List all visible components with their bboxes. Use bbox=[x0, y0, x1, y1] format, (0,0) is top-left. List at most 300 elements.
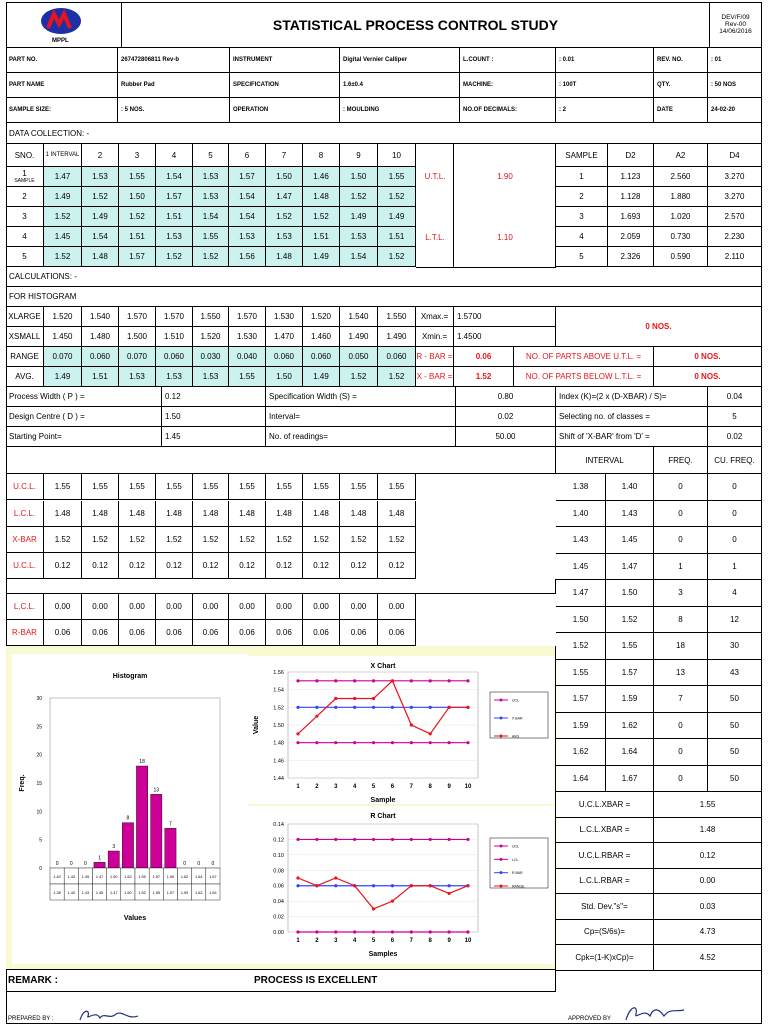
legend-marker bbox=[500, 699, 503, 702]
company-name: MPPL bbox=[52, 38, 69, 44]
reading: 1.52 bbox=[119, 207, 156, 227]
y-axis-label-group bbox=[19, 774, 26, 791]
reading: 1.53 bbox=[340, 227, 378, 247]
param-value: 0.02 bbox=[456, 407, 556, 427]
series-point bbox=[410, 884, 413, 887]
legend-label: LCL bbox=[512, 857, 519, 862]
factor-cell: 2.570 bbox=[708, 207, 762, 227]
bar-value-label: 0 bbox=[84, 861, 87, 867]
limit-value: 0.06 bbox=[44, 620, 82, 646]
series-point bbox=[448, 741, 451, 744]
limit-label: U.C.L. bbox=[6, 553, 44, 579]
limit-value: 1.52 bbox=[378, 527, 416, 553]
info-revno: : 01 bbox=[708, 48, 762, 73]
info-date_label: DATE bbox=[654, 98, 708, 123]
reading: 1.57 bbox=[119, 247, 156, 267]
series-point bbox=[410, 930, 413, 933]
stat-avg: 1.53 bbox=[119, 367, 156, 387]
ltl-value: 1.10 bbox=[497, 232, 513, 242]
info-decimals: : 2 bbox=[556, 98, 654, 123]
bar-value-label: 13 bbox=[153, 787, 160, 794]
category-top-label: 1.64 bbox=[195, 875, 203, 879]
series-point bbox=[448, 838, 451, 841]
legend-marker bbox=[500, 717, 503, 720]
series-point bbox=[410, 741, 413, 744]
freq-cumulative: 50 bbox=[708, 686, 762, 713]
category-top-label: 1.50 bbox=[110, 875, 118, 879]
series-point bbox=[466, 741, 469, 744]
freq-interval-to: 1.55 bbox=[606, 633, 654, 660]
stat-avg: 1.55 bbox=[229, 367, 266, 387]
reading: 1.53 bbox=[229, 227, 266, 247]
summary-label: U.C.L.XBAR = bbox=[556, 792, 654, 818]
limit-value: 1.48 bbox=[340, 501, 378, 527]
y-tick-label: 25 bbox=[36, 724, 42, 731]
rbar-label: R - BAR = bbox=[416, 347, 454, 367]
series-point bbox=[391, 930, 394, 933]
factor-header-2: A2 bbox=[654, 144, 708, 167]
factor-cell: 2.059 bbox=[608, 227, 654, 247]
stat-xsmall: 1.460 bbox=[303, 327, 340, 347]
info-sample_size: : 5 NOS. bbox=[118, 98, 230, 123]
freq-interval-to: 1.43 bbox=[606, 501, 654, 528]
series-point bbox=[448, 884, 451, 887]
limit-value: 0.00 bbox=[229, 594, 266, 620]
factor-header-3: D4 bbox=[708, 144, 762, 167]
series-point bbox=[296, 706, 299, 709]
limit-value: 0.00 bbox=[340, 594, 378, 620]
stat-xsmall: 1.450 bbox=[44, 327, 82, 347]
param-label: Selecting no. of classes = bbox=[556, 407, 708, 427]
reading: 1.54 bbox=[193, 207, 229, 227]
reading: 1.49 bbox=[340, 207, 378, 227]
factor-cell: 1 bbox=[556, 167, 608, 187]
stat-avg: 1.53 bbox=[193, 367, 229, 387]
param-label: Index (K)=(2 x (D-XBAR) / S)= bbox=[556, 387, 708, 407]
stat-range: 0.060 bbox=[378, 347, 416, 367]
col-header-5: 5 bbox=[193, 144, 229, 167]
limit-value: 1.55 bbox=[266, 474, 303, 500]
stat-xsmall: 1.500 bbox=[119, 327, 156, 347]
category-bottom-label: 1.50 bbox=[124, 891, 132, 895]
sno-2: 2 bbox=[6, 187, 44, 207]
y-tick-label: 5 bbox=[39, 837, 42, 844]
series-point bbox=[429, 741, 432, 744]
legend-marker bbox=[500, 871, 503, 874]
series-point bbox=[429, 679, 432, 682]
limit-value: 1.48 bbox=[82, 501, 119, 527]
top-nos-value: 0 NOS. bbox=[556, 307, 762, 347]
factor-cell: 1.128 bbox=[608, 187, 654, 207]
xbar-label: X - BAR = bbox=[416, 367, 454, 387]
reading: 1.52 bbox=[82, 187, 119, 207]
series-point bbox=[315, 715, 318, 718]
limit-value: 0.06 bbox=[82, 620, 119, 646]
summary-value: 0.12 bbox=[654, 843, 762, 869]
reading: 1.51 bbox=[156, 207, 193, 227]
reading: 1.57 bbox=[156, 187, 193, 207]
limit-value: 0.12 bbox=[119, 553, 156, 579]
factor-cell: 1.123 bbox=[608, 167, 654, 187]
approved-by-label: APPROVED BY bbox=[568, 1016, 612, 1022]
summary-label: Cp=(S/6s)= bbox=[556, 920, 654, 946]
sno-3: 3 bbox=[6, 207, 44, 227]
summary-label: Cpk=(1-K)xCp)= bbox=[556, 945, 654, 971]
series-point bbox=[296, 884, 299, 887]
reading: 1.53 bbox=[193, 187, 229, 207]
limit-label: R-BAR bbox=[6, 620, 44, 646]
series-point bbox=[391, 741, 394, 744]
freq-count: 0 bbox=[654, 713, 708, 740]
category-top-label: 1.62 bbox=[180, 875, 189, 879]
limit-value: 1.55 bbox=[303, 474, 340, 500]
factor-header-0: SAMPLE bbox=[556, 144, 608, 167]
series-point bbox=[391, 900, 394, 903]
limit-value: 1.55 bbox=[229, 474, 266, 500]
category-top-label: 1.43 bbox=[67, 875, 75, 879]
freq-count: 1 bbox=[654, 554, 708, 581]
series-point bbox=[334, 706, 337, 709]
series-point bbox=[334, 697, 337, 700]
legend-label: UCL bbox=[512, 844, 520, 849]
limit-value: 0.00 bbox=[303, 594, 340, 620]
y-tick-label: 30 bbox=[36, 696, 42, 702]
info-instrument_label: INSTRUMENT bbox=[230, 48, 340, 73]
freq-interval-to: 1.57 bbox=[606, 660, 654, 687]
freq-count: 0 bbox=[654, 739, 708, 766]
stat-xlarge: 1.540 bbox=[340, 307, 378, 327]
x-tick-label: 7 bbox=[409, 938, 414, 944]
xbar-value: 1.52 bbox=[454, 367, 514, 387]
series-point bbox=[429, 838, 432, 841]
param-value: 50.00 bbox=[456, 427, 556, 447]
param-value: 5 bbox=[708, 407, 762, 427]
factor-cell: 5 bbox=[556, 247, 608, 267]
freq-cumulative: 50 bbox=[708, 739, 762, 766]
bar-value-label: 7 bbox=[169, 821, 172, 828]
series-point bbox=[315, 679, 318, 682]
factor-cell: 0.590 bbox=[654, 247, 708, 267]
legend-label: AVG bbox=[512, 734, 520, 739]
series-point bbox=[391, 706, 394, 709]
series-point bbox=[372, 697, 375, 700]
info-machine: : 100T bbox=[556, 73, 654, 98]
series-point bbox=[296, 930, 299, 933]
param-value: 0.12 bbox=[162, 387, 266, 407]
reading: 1.54 bbox=[156, 167, 193, 187]
bar-value-label: 0 bbox=[55, 861, 59, 867]
x-tick-label: 8 bbox=[428, 938, 432, 944]
histogram-label: FOR HISTOGRAM bbox=[6, 287, 762, 307]
plot-area bbox=[50, 698, 220, 868]
series-point bbox=[466, 706, 469, 709]
freq-cumulative: 30 bbox=[708, 633, 762, 660]
limit-value: 0.12 bbox=[82, 553, 119, 579]
histogram-bar bbox=[136, 766, 147, 868]
limit-value: 1.52 bbox=[156, 527, 193, 553]
param-label: Process Width ( P ) = bbox=[6, 387, 162, 407]
histogram-bar bbox=[165, 828, 176, 868]
category-bottom-label: 1.62 bbox=[195, 891, 203, 895]
freq-cumulative: 50 bbox=[708, 766, 762, 793]
interval-header bbox=[44, 144, 82, 167]
y-tick-label: 0.02 bbox=[273, 914, 284, 921]
above-utl-value: 0 NOS. bbox=[654, 347, 762, 367]
stat-xsmall: 1.530 bbox=[229, 327, 266, 347]
legend-marker bbox=[500, 735, 503, 738]
y-axis-label: Freq. bbox=[19, 774, 26, 792]
bar-value-label: 3 bbox=[112, 844, 116, 850]
param-value: 0.80 bbox=[456, 387, 556, 407]
limit-value: 0.12 bbox=[340, 553, 378, 579]
limit-value: 1.55 bbox=[82, 474, 119, 500]
y-tick-label: 0.04 bbox=[273, 899, 284, 906]
freq-cumulative: 1 bbox=[708, 554, 762, 581]
stat-xsmall: 1.490 bbox=[378, 327, 416, 347]
category-bottom-label: 1.43 bbox=[81, 891, 90, 895]
freq-interval-from: 1.43 bbox=[556, 527, 606, 554]
category-top-label: 1.52 bbox=[124, 875, 132, 879]
stat-range: 0.060 bbox=[82, 347, 119, 367]
reading: 1.53 bbox=[82, 167, 119, 187]
series-point bbox=[334, 930, 337, 933]
stat-avg: 1.52 bbox=[378, 367, 416, 387]
series-point bbox=[372, 884, 375, 887]
reading: 1.55 bbox=[378, 167, 416, 187]
reading: 1.49 bbox=[82, 207, 119, 227]
category-bottom-label: 1.45 bbox=[95, 891, 104, 895]
reading: 1.49 bbox=[44, 187, 82, 207]
summary-value: 1.55 bbox=[654, 792, 762, 818]
x-tick-label: 9 bbox=[447, 938, 451, 944]
category-bottom-label: 1.64 bbox=[209, 891, 217, 895]
category-top-label: 1.47 bbox=[95, 875, 104, 879]
stat-avg: 1.51 bbox=[82, 367, 119, 387]
legend-marker bbox=[500, 858, 503, 861]
legend-label: RANGE bbox=[512, 884, 525, 889]
x-tick-label: 3 bbox=[334, 784, 338, 790]
freq-cumulative: 50 bbox=[708, 713, 762, 740]
stat-xlarge: 1.520 bbox=[303, 307, 340, 327]
limit-label: L.C.L. bbox=[6, 501, 44, 527]
stat-xsmall: 1.510 bbox=[156, 327, 193, 347]
above-utl-label: NO. OF PARTS ABOVE U.T.L. = bbox=[514, 347, 654, 367]
y-tick-label: 20 bbox=[36, 752, 42, 759]
y-tick-label: 1.56 bbox=[273, 670, 284, 676]
freq-interval-to: 1.40 bbox=[606, 474, 654, 501]
bar-value-label: 0 bbox=[197, 861, 201, 867]
summary-value: 0.03 bbox=[654, 894, 762, 920]
freq-count: 13 bbox=[654, 660, 708, 687]
stat-range: 0.060 bbox=[156, 347, 193, 367]
series-point bbox=[372, 930, 375, 933]
reading: 1.52 bbox=[44, 207, 82, 227]
limit-value: 0.06 bbox=[156, 620, 193, 646]
series-point bbox=[353, 697, 356, 700]
freq-cumulative: 12 bbox=[708, 607, 762, 634]
reading: 1.47 bbox=[266, 187, 303, 207]
factor-cell: 4 bbox=[556, 227, 608, 247]
stat-xlarge: 1.530 bbox=[266, 307, 303, 327]
reading: 1.48 bbox=[303, 187, 340, 207]
reading: 1.52 bbox=[303, 207, 340, 227]
freq-interval-from: 1.64 bbox=[556, 766, 606, 793]
info-part_name: Rubber Pad bbox=[118, 73, 230, 98]
series-point bbox=[429, 884, 432, 887]
histogram-bar bbox=[151, 794, 162, 868]
freq-count: 0 bbox=[654, 474, 708, 501]
reading: 1.54 bbox=[340, 247, 378, 267]
series-point bbox=[353, 679, 356, 682]
freq-interval-to: 1.45 bbox=[606, 527, 654, 554]
param-value: 1.50 bbox=[162, 407, 266, 427]
freq-interval-to: 1.62 bbox=[606, 713, 654, 740]
col-header-4: 4 bbox=[156, 144, 193, 167]
bar-value-label: 1 bbox=[98, 855, 101, 862]
factor-cell: 3 bbox=[556, 207, 608, 227]
series-point bbox=[334, 884, 337, 887]
sample-label: SAMPLE bbox=[14, 178, 35, 184]
reading: 1.45 bbox=[44, 227, 82, 247]
stat-range: 0.030 bbox=[193, 347, 229, 367]
freq-cumulative: 0 bbox=[708, 527, 762, 554]
series-point bbox=[334, 741, 337, 744]
tol-blank-b bbox=[454, 144, 556, 268]
reading: 1.52 bbox=[156, 247, 193, 267]
r-chart bbox=[248, 806, 554, 964]
prepared-by-label: PREPARED BY : bbox=[8, 1016, 54, 1022]
info-date: 24-02-20 bbox=[708, 98, 762, 123]
limit-value: 0.00 bbox=[193, 594, 229, 620]
category-bottom-label: 1.59 bbox=[180, 891, 189, 895]
freq-cumulative: 43 bbox=[708, 660, 762, 687]
limit-value: 0.06 bbox=[119, 620, 156, 646]
stat-xlarge: 1.570 bbox=[156, 307, 193, 327]
limit-value: 1.52 bbox=[303, 527, 340, 553]
freq-count: 18 bbox=[654, 633, 708, 660]
limit-value: 1.48 bbox=[266, 501, 303, 527]
histogram-chart bbox=[12, 654, 248, 964]
xmax-value: 1.5700 bbox=[454, 307, 556, 327]
freq-interval-from: 1.55 bbox=[556, 660, 606, 687]
x-tick-label: 4 bbox=[352, 938, 357, 944]
y-tick-label: 0.08 bbox=[273, 868, 284, 875]
factor-cell: 3.270 bbox=[708, 187, 762, 207]
limit-value: 1.55 bbox=[156, 474, 193, 500]
data-collection-label: DATA COLLECTION: - bbox=[6, 123, 762, 144]
x-tick-label: 2 bbox=[315, 938, 319, 944]
factor-header-1: D2 bbox=[608, 144, 654, 167]
chart-title: Histogram bbox=[112, 673, 148, 680]
prepared-signature-icon bbox=[76, 1006, 146, 1024]
param-value: 0.04 bbox=[708, 387, 762, 407]
series-point bbox=[372, 706, 375, 709]
utl-value: 1.90 bbox=[497, 171, 513, 181]
limit-value: 0.00 bbox=[119, 594, 156, 620]
doc-ref-doc_no: DEV/F/09 bbox=[721, 14, 750, 21]
factor-cell: 1.880 bbox=[654, 187, 708, 207]
factor-cell: 2 bbox=[556, 187, 608, 207]
freq-interval-to: 1.52 bbox=[606, 607, 654, 634]
bar-value-label: 8 bbox=[126, 815, 130, 822]
stat-range: 0.070 bbox=[44, 347, 82, 367]
limits-spacer bbox=[6, 447, 556, 474]
series-point bbox=[429, 732, 432, 735]
x-chart bbox=[248, 656, 554, 804]
limit-label: X-BAR bbox=[6, 527, 44, 553]
remark-label: REMARK : bbox=[8, 975, 58, 986]
series-point bbox=[353, 930, 356, 933]
series-point bbox=[429, 706, 432, 709]
freq-interval-to: 1.47 bbox=[606, 554, 654, 581]
col-header-8: 8 bbox=[303, 144, 340, 167]
category-top-label: 1.40 bbox=[53, 875, 61, 879]
approved-signature-icon bbox=[620, 1002, 690, 1024]
limit-value: 0.12 bbox=[303, 553, 340, 579]
limit-value: 1.52 bbox=[193, 527, 229, 553]
factor-cell: 1.693 bbox=[608, 207, 654, 227]
series-point bbox=[466, 838, 469, 841]
param-label: No. of readings= bbox=[266, 427, 456, 447]
limit-value: 1.55 bbox=[378, 474, 416, 500]
stat-xlarge: 1.550 bbox=[193, 307, 229, 327]
info-revno_label: REV. NO. bbox=[654, 48, 708, 73]
series-point bbox=[448, 706, 451, 709]
freq-count: 0 bbox=[654, 527, 708, 554]
info-part_no_label: PART NO. bbox=[6, 48, 118, 73]
freq-interval-from: 1.59 bbox=[556, 713, 606, 740]
col-header-2: 2 bbox=[82, 144, 119, 167]
doc-ref bbox=[710, 2, 762, 48]
series-point bbox=[353, 838, 356, 841]
limit-value: 1.48 bbox=[44, 501, 82, 527]
factor-cell: 2.326 bbox=[608, 247, 654, 267]
stat-xlarge: 1.570 bbox=[119, 307, 156, 327]
info-lcount_label: L.COUNT : bbox=[460, 48, 556, 73]
param-label: Design Centre ( D ) = bbox=[6, 407, 162, 427]
series-point bbox=[466, 679, 469, 682]
freq-interval-to: 1.67 bbox=[606, 766, 654, 793]
category-bottom-label: 1.52 bbox=[138, 891, 146, 895]
series-point bbox=[391, 679, 394, 682]
series-point bbox=[353, 706, 356, 709]
freq-header-1: FREQ. bbox=[654, 447, 708, 474]
stat-avg: 1.49 bbox=[44, 367, 82, 387]
series-point bbox=[466, 930, 469, 933]
reading: 1.50 bbox=[119, 187, 156, 207]
reading: 1.52 bbox=[340, 187, 378, 207]
reading: 1.55 bbox=[193, 227, 229, 247]
y-tick-label: 0.12 bbox=[273, 837, 284, 844]
limit-value: 0.00 bbox=[82, 594, 119, 620]
stat-range: 0.070 bbox=[119, 347, 156, 367]
tol-blank-a bbox=[416, 144, 454, 268]
reading: 1.48 bbox=[266, 247, 303, 267]
limit-value: 0.00 bbox=[156, 594, 193, 620]
category-bottom-label: 1.47 bbox=[110, 891, 118, 895]
series-point bbox=[296, 741, 299, 744]
y-tick-label: 1.48 bbox=[273, 740, 284, 747]
limit-value: 1.52 bbox=[44, 527, 82, 553]
limit-value: 1.48 bbox=[193, 501, 229, 527]
reading: 1.52 bbox=[193, 247, 229, 267]
y-tick-label: 1.46 bbox=[273, 758, 284, 765]
limit-value: 0.06 bbox=[303, 620, 340, 646]
info-instrument: Digital Vernier Calliper bbox=[340, 48, 460, 73]
summary-value: 0.00 bbox=[654, 869, 762, 895]
series-point bbox=[410, 723, 413, 726]
x-tick-label: 9 bbox=[447, 784, 451, 790]
